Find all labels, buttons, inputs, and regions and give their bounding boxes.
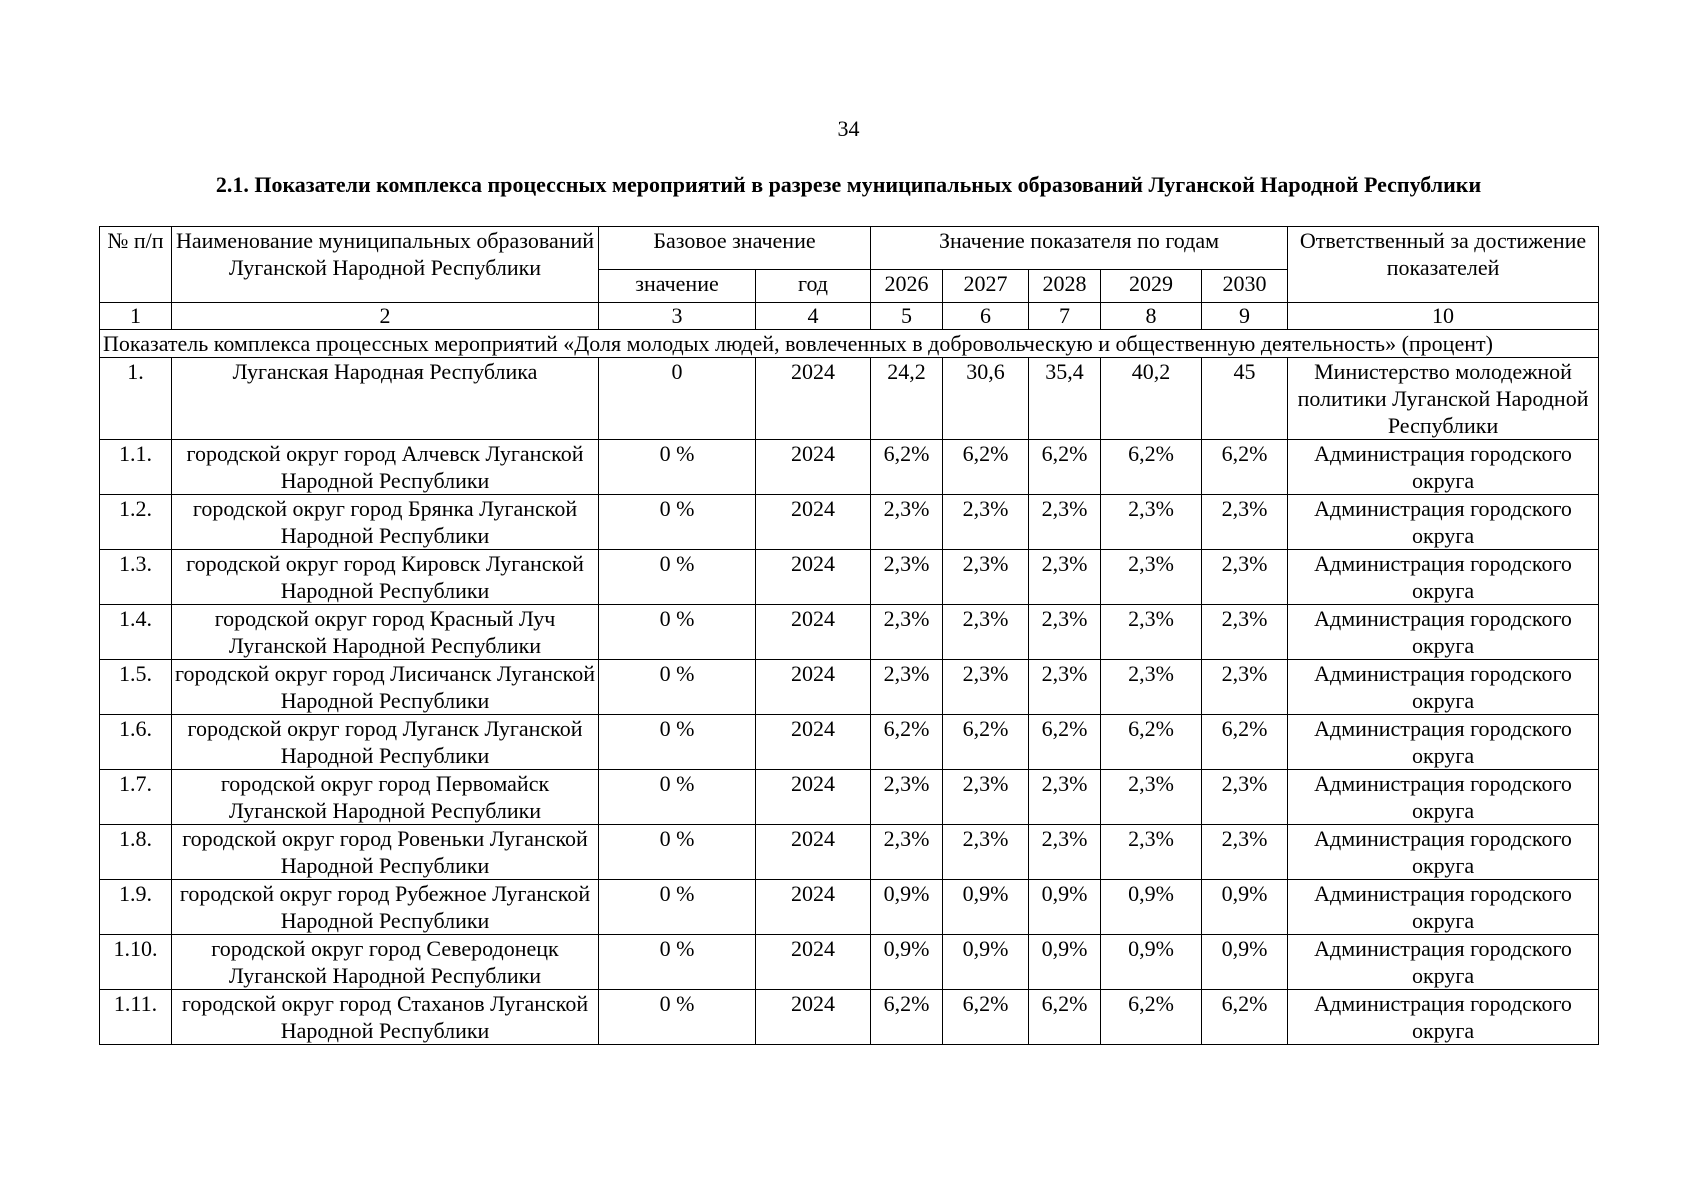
- row-base-year: 2024: [756, 440, 871, 495]
- column-number: 5: [871, 303, 943, 330]
- row-value-2028: 6,2%: [1029, 440, 1101, 495]
- row-value-2028: 6,2%: [1029, 990, 1101, 1045]
- header-year: 2028: [1029, 270, 1101, 303]
- table-row: [100, 605, 1599, 660]
- row-num: 1.10.: [100, 935, 172, 990]
- row-value-2026: 0,9%: [871, 935, 943, 990]
- row-value-2028: 2,3%: [1029, 660, 1101, 715]
- row-value-2027: 6,2%: [943, 990, 1029, 1045]
- row-value-2028: 0,9%: [1029, 880, 1101, 935]
- row-value-2026: 2,3%: [871, 605, 943, 660]
- header-base-value: значение: [599, 270, 756, 303]
- column-number: 1: [100, 303, 172, 330]
- table-body: [100, 303, 1599, 1045]
- row-num: 1.7.: [100, 770, 172, 825]
- header-year: 2030: [1202, 270, 1288, 303]
- row-base-value: 0 %: [599, 770, 756, 825]
- row-value-2030: 2,3%: [1202, 550, 1288, 605]
- table-row: [100, 990, 1599, 1045]
- row-value-2030: 2,3%: [1202, 495, 1288, 550]
- row-value-2027: 0,9%: [943, 935, 1029, 990]
- table-row: [100, 495, 1599, 550]
- row-value-2028: 6,2%: [1029, 715, 1101, 770]
- row-responsible: Администрация городского округа: [1288, 935, 1599, 990]
- row-value-2030: 6,2%: [1202, 990, 1288, 1045]
- row-name: городской округ город Брянка Луганской Народной Республики: [172, 495, 599, 550]
- row-value-2029: 2,3%: [1101, 770, 1202, 825]
- row-num: 1.5.: [100, 660, 172, 715]
- header-year: 2029: [1101, 270, 1202, 303]
- row-base-year: 2024: [756, 715, 871, 770]
- row-base-value: 0: [599, 358, 756, 440]
- row-value-2026: 2,3%: [871, 550, 943, 605]
- row-value-2028: 2,3%: [1029, 605, 1101, 660]
- header-num: № п/п: [100, 227, 172, 303]
- column-numbers-row: [100, 303, 1599, 330]
- row-value-2028: 2,3%: [1029, 770, 1101, 825]
- row-num: 1.6.: [100, 715, 172, 770]
- table-row: [100, 880, 1599, 935]
- row-name: городской округ город Рубежное Луганской Народной Республики: [172, 880, 599, 935]
- column-number: 4: [756, 303, 871, 330]
- row-base-year: 2024: [756, 495, 871, 550]
- row-value-2026: 24,2: [871, 358, 943, 440]
- row-value-2026: 2,3%: [871, 660, 943, 715]
- row-value-2027: 2,3%: [943, 605, 1029, 660]
- row-value-2029: 0,9%: [1101, 935, 1202, 990]
- row-value-2030: 0,9%: [1202, 935, 1288, 990]
- row-value-2030: 2,3%: [1202, 605, 1288, 660]
- row-base-value: 0 %: [599, 605, 756, 660]
- row-responsible: Администрация городского округа: [1288, 605, 1599, 660]
- row-value-2028: 2,3%: [1029, 495, 1101, 550]
- row-base-value: 0 %: [599, 935, 756, 990]
- row-value-2030: 2,3%: [1202, 660, 1288, 715]
- row-value-2028: 35,4: [1029, 358, 1101, 440]
- row-value-2026: 6,2%: [871, 990, 943, 1045]
- table-row: [100, 935, 1599, 990]
- row-responsible: Администрация городского округа: [1288, 715, 1599, 770]
- row-value-2026: 2,3%: [871, 825, 943, 880]
- table-row: [100, 825, 1599, 880]
- row-base-year: 2024: [756, 990, 871, 1045]
- row-name: городской округ город Красный Луч Луганской Народной Республики: [172, 605, 599, 660]
- row-num: 1.2.: [100, 495, 172, 550]
- row-value-2029: 2,3%: [1101, 825, 1202, 880]
- table-row: [100, 770, 1599, 825]
- row-name: городской округ город Северодонецк Луганской Народной Республики: [172, 935, 599, 990]
- row-value-2030: 0,9%: [1202, 880, 1288, 935]
- table-row: [100, 715, 1599, 770]
- column-number: 8: [1101, 303, 1202, 330]
- row-value-2029: 40,2: [1101, 358, 1202, 440]
- table-row: [100, 660, 1599, 715]
- row-value-2026: 0,9%: [871, 880, 943, 935]
- document-title: 2.1. Показатели комплекса процессных мероприятий в разрезе муниципальных образований Луганской Народной Республики: [215, 172, 1482, 197]
- row-base-year: 2024: [756, 550, 871, 605]
- row-name: городской округ город Алчевск Луганской Народной Республики: [172, 440, 599, 495]
- row-responsible: Администрация городского округа: [1288, 770, 1599, 825]
- row-value-2026: 2,3%: [871, 495, 943, 550]
- column-number: 6: [943, 303, 1029, 330]
- row-base-year: 2024: [756, 880, 871, 935]
- row-num: 1.9.: [100, 880, 172, 935]
- row-value-2030: 6,2%: [1202, 715, 1288, 770]
- column-number: 2: [172, 303, 599, 330]
- row-base-value: 0 %: [599, 495, 756, 550]
- row-value-2029: 0,9%: [1101, 880, 1202, 935]
- row-base-year: 2024: [756, 825, 871, 880]
- header-year: 2027: [943, 270, 1029, 303]
- row-base-value: 0 %: [599, 550, 756, 605]
- row-value-2027: 30,6: [943, 358, 1029, 440]
- row-num: 1.11.: [100, 990, 172, 1045]
- row-value-2029: 6,2%: [1101, 715, 1202, 770]
- row-num: 1.3.: [100, 550, 172, 605]
- row-base-value: 0 %: [599, 660, 756, 715]
- row-base-year: 2024: [756, 358, 871, 440]
- row-base-value: 0 %: [599, 825, 756, 880]
- column-number: 9: [1202, 303, 1288, 330]
- row-name: городской округ город Лисичанск Луганской Народной Республики: [172, 660, 599, 715]
- table-row: [100, 440, 1599, 495]
- header-name: Наименование муниципальных образований Луганской Народной Республики: [172, 227, 599, 303]
- row-base-year: 2024: [756, 660, 871, 715]
- row-responsible: Министерство молодежной политики Луганской Народной Республики: [1288, 358, 1599, 440]
- row-value-2030: 2,3%: [1202, 770, 1288, 825]
- row-value-2029: 2,3%: [1101, 495, 1202, 550]
- row-value-2029: 2,3%: [1101, 660, 1202, 715]
- row-responsible: Администрация городского округа: [1288, 440, 1599, 495]
- header-by-years: Значение показателя по годам: [871, 227, 1288, 270]
- row-num: 1.8.: [100, 825, 172, 880]
- column-number: 7: [1029, 303, 1101, 330]
- row-value-2027: 2,3%: [943, 825, 1029, 880]
- row-value-2029: 2,3%: [1101, 550, 1202, 605]
- row-value-2029: 2,3%: [1101, 605, 1202, 660]
- row-value-2030: 2,3%: [1202, 825, 1288, 880]
- table-row: [100, 358, 1599, 440]
- row-name: Луганская Народная Республика: [172, 358, 599, 440]
- row-value-2026: 6,2%: [871, 715, 943, 770]
- row-value-2030: 45: [1202, 358, 1288, 440]
- section-row: [100, 330, 1599, 358]
- row-base-year: 2024: [756, 770, 871, 825]
- row-base-year: 2024: [756, 605, 871, 660]
- header-base-year: год: [756, 270, 871, 303]
- row-name: городской округ город Кировск Луганской Народной Республики: [172, 550, 599, 605]
- row-value-2030: 6,2%: [1202, 440, 1288, 495]
- row-responsible: Администрация городского округа: [1288, 990, 1599, 1045]
- row-value-2027: 2,3%: [943, 660, 1029, 715]
- row-responsible: Администрация городского округа: [1288, 495, 1599, 550]
- row-responsible: Администрация городского округа: [1288, 660, 1599, 715]
- row-value-2027: 2,3%: [943, 770, 1029, 825]
- row-value-2028: 2,3%: [1029, 550, 1101, 605]
- row-num: 1.1.: [100, 440, 172, 495]
- row-name: городской округ город Первомайск Луганской Народной Республики: [172, 770, 599, 825]
- header-year: 2026: [871, 270, 943, 303]
- row-value-2027: 6,2%: [943, 440, 1029, 495]
- row-value-2027: 2,3%: [943, 550, 1029, 605]
- indicators-table: [99, 226, 1599, 1045]
- column-number: 10: [1288, 303, 1599, 330]
- header-base: Базовое значение: [599, 227, 871, 270]
- row-value-2028: 2,3%: [1029, 825, 1101, 880]
- row-responsible: Администрация городского округа: [1288, 825, 1599, 880]
- row-value-2026: 6,2%: [871, 440, 943, 495]
- row-responsible: Администрация городского округа: [1288, 550, 1599, 605]
- row-base-value: 0 %: [599, 990, 756, 1045]
- row-base-value: 0 %: [599, 715, 756, 770]
- row-responsible: Администрация городского округа: [1288, 880, 1599, 935]
- row-base-year: 2024: [756, 935, 871, 990]
- row-num: 1.: [100, 358, 172, 440]
- row-name: городской округ город Стаханов Луганской Народной Республики: [172, 990, 599, 1045]
- row-num: 1.4.: [100, 605, 172, 660]
- page-number: 34: [837, 116, 860, 141]
- row-base-value: 0 %: [599, 440, 756, 495]
- row-name: городской округ город Луганск Луганской Народной Республики: [172, 715, 599, 770]
- row-value-2027: 0,9%: [943, 880, 1029, 935]
- table-row: [100, 550, 1599, 605]
- section-title: Показатель комплекса процессных мероприятий «Доля молодых людей, вовлеченных в добровольческую и общественную деятельность» (процент): [100, 330, 1599, 358]
- row-name: городской округ город Ровеньки Луганской Народной Республики: [172, 825, 599, 880]
- row-value-2027: 6,2%: [943, 715, 1029, 770]
- row-value-2029: 6,2%: [1101, 440, 1202, 495]
- header-responsible: Ответственный за достижение показателей: [1288, 227, 1599, 303]
- row-value-2027: 2,3%: [943, 495, 1029, 550]
- column-number: 3: [599, 303, 756, 330]
- row-value-2029: 6,2%: [1101, 990, 1202, 1045]
- row-value-2028: 0,9%: [1029, 935, 1101, 990]
- row-base-value: 0 %: [599, 880, 756, 935]
- row-value-2026: 2,3%: [871, 770, 943, 825]
